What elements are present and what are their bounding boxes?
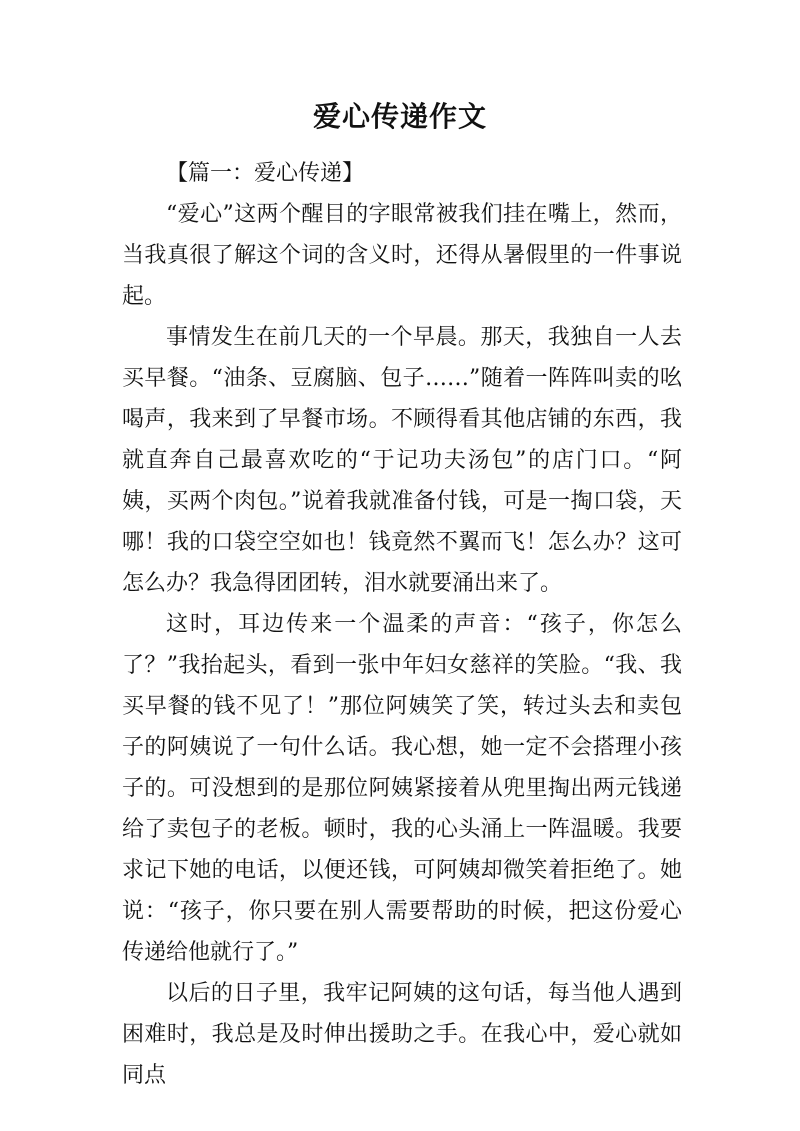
paragraph-4: 以后的日子里，我牢记阿姨的这句话，每当他人遇到困难时，我总是及时伸出援助之手。在我心中，爱心就如同点 [122, 981, 682, 1088]
paragraph-1: “爱心”这两个醒目的字眼常被我们挂在嘴上，然而，当我真很了解这个词的含义时，还得从暑假里的一件事说起。 [122, 202, 682, 309]
document-body [122, 153, 682, 1096]
document-title: 爱心传递作文 [312, 100, 487, 133]
paragraph-3: 这时，耳边传来一个温柔的声音：“孩子，你怎么了？”我抬起头，看到一张中年妇女慈祥的笑脸。“我、我买早餐的钱不见了！”那位阿姨笑了笑，转过头去和卖包子的阿姨说了一句什么话。我心想，她一定不会搭理小孩子的。可没想到的是那位阿姨紧接着从兜里掏出两元钱递给了卖包子的老板。顿时，我的心头涌上一阵温暖。我要求记下她的电话，以便还钱，可阿姨却微笑着拒绝了。她说：“孩子，你只要在别人需要帮助的时候，把这份爱心传递给他就行了。” [122, 612, 682, 965]
paragraph-2: 事情发生在前几天的一个早晨。那天，我独自一人去买早餐。“油条、豆腐脑、包子……”随着一阵阵叫卖的吆喝声，我来到了早餐市场。不顾得看其他店铺的东西，我就直奔自己最喜欢吃的“于记功夫汤包”的店门口。“阿姨，买两个肉包。”说着我就准备付钱，可是一掏口袋，天哪！我的口袋空空如也！钱竟然不翼而飞！怎么办？这可怎么办？我急得团团转，泪水就要涌出来了。 [122, 325, 682, 596]
section-heading: 【篇一：爱心传递】 [166, 161, 365, 186]
